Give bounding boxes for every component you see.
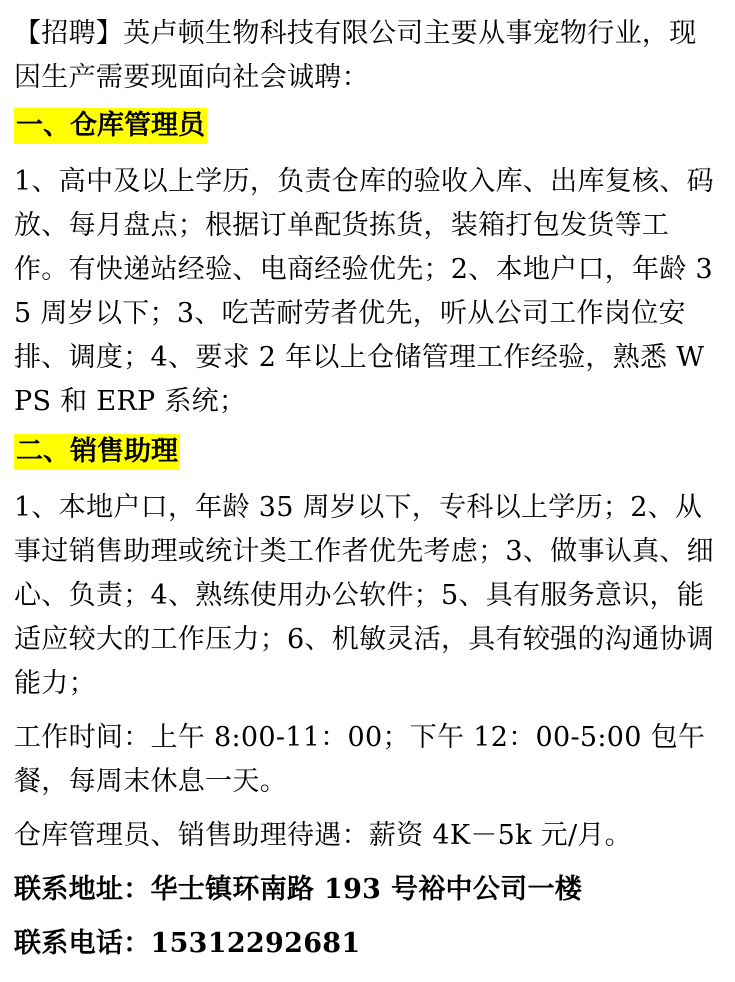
- position-1-heading: 一、仓库管理员: [14, 108, 207, 144]
- spacer: [14, 424, 721, 434]
- contact-phone: 联系电话：15312292681: [14, 928, 361, 959]
- position-2-heading: 二、销售助理: [14, 434, 180, 470]
- salary-paragraph: 仓库管理员、销售助理待遇：薪资 4K－5k 元/月。: [14, 820, 632, 851]
- spacer: [14, 804, 721, 814]
- spacer: [14, 912, 721, 922]
- spacer: [14, 858, 721, 868]
- position-2-requirements: 1、本地户口，年龄 35 周岁以下，专科以上学历；2、从事过销售助理或统计类工作者优先考虑；3、做事认真、细心、负责；4、熟练使用办公软件；5、具有服务意识，能适应较大的工作压力；6、机敏灵活，具有较强的沟通协调能力；: [14, 492, 714, 699]
- intro-paragraph: 【招聘】英卢顿生物科技有限公司主要从事宠物行业，现因生产需要现面向社会诚聘：: [14, 18, 697, 93]
- work-time-paragraph: 工作时间：上午 8:00-11：00；下午 12：00-5:00 包午餐，每周末休息一天。: [14, 722, 706, 797]
- position-1-requirements: 1、高中及以上学历，负责仓库的验收入库、出库复核、码放、每月盘点；根据订单配货拣货，装箱打包发货等工作。有快递站经验、电商经验优先；2、本地户口，年龄 35 周岁以下；3、吃苦耐劳者优先，听从公司工作岗位安排、调度；4、要求 2 年以上仓储管理工作经验，熟悉 WPS 和 ERP 系统；: [14, 166, 714, 417]
- spacer: [14, 706, 721, 716]
- position-1-heading-wrap: [14, 108, 721, 148]
- position-2-heading-wrap: [14, 434, 721, 474]
- contact-address: 联系地址：华士镇环南路 193 号裕中公司一楼: [14, 874, 583, 905]
